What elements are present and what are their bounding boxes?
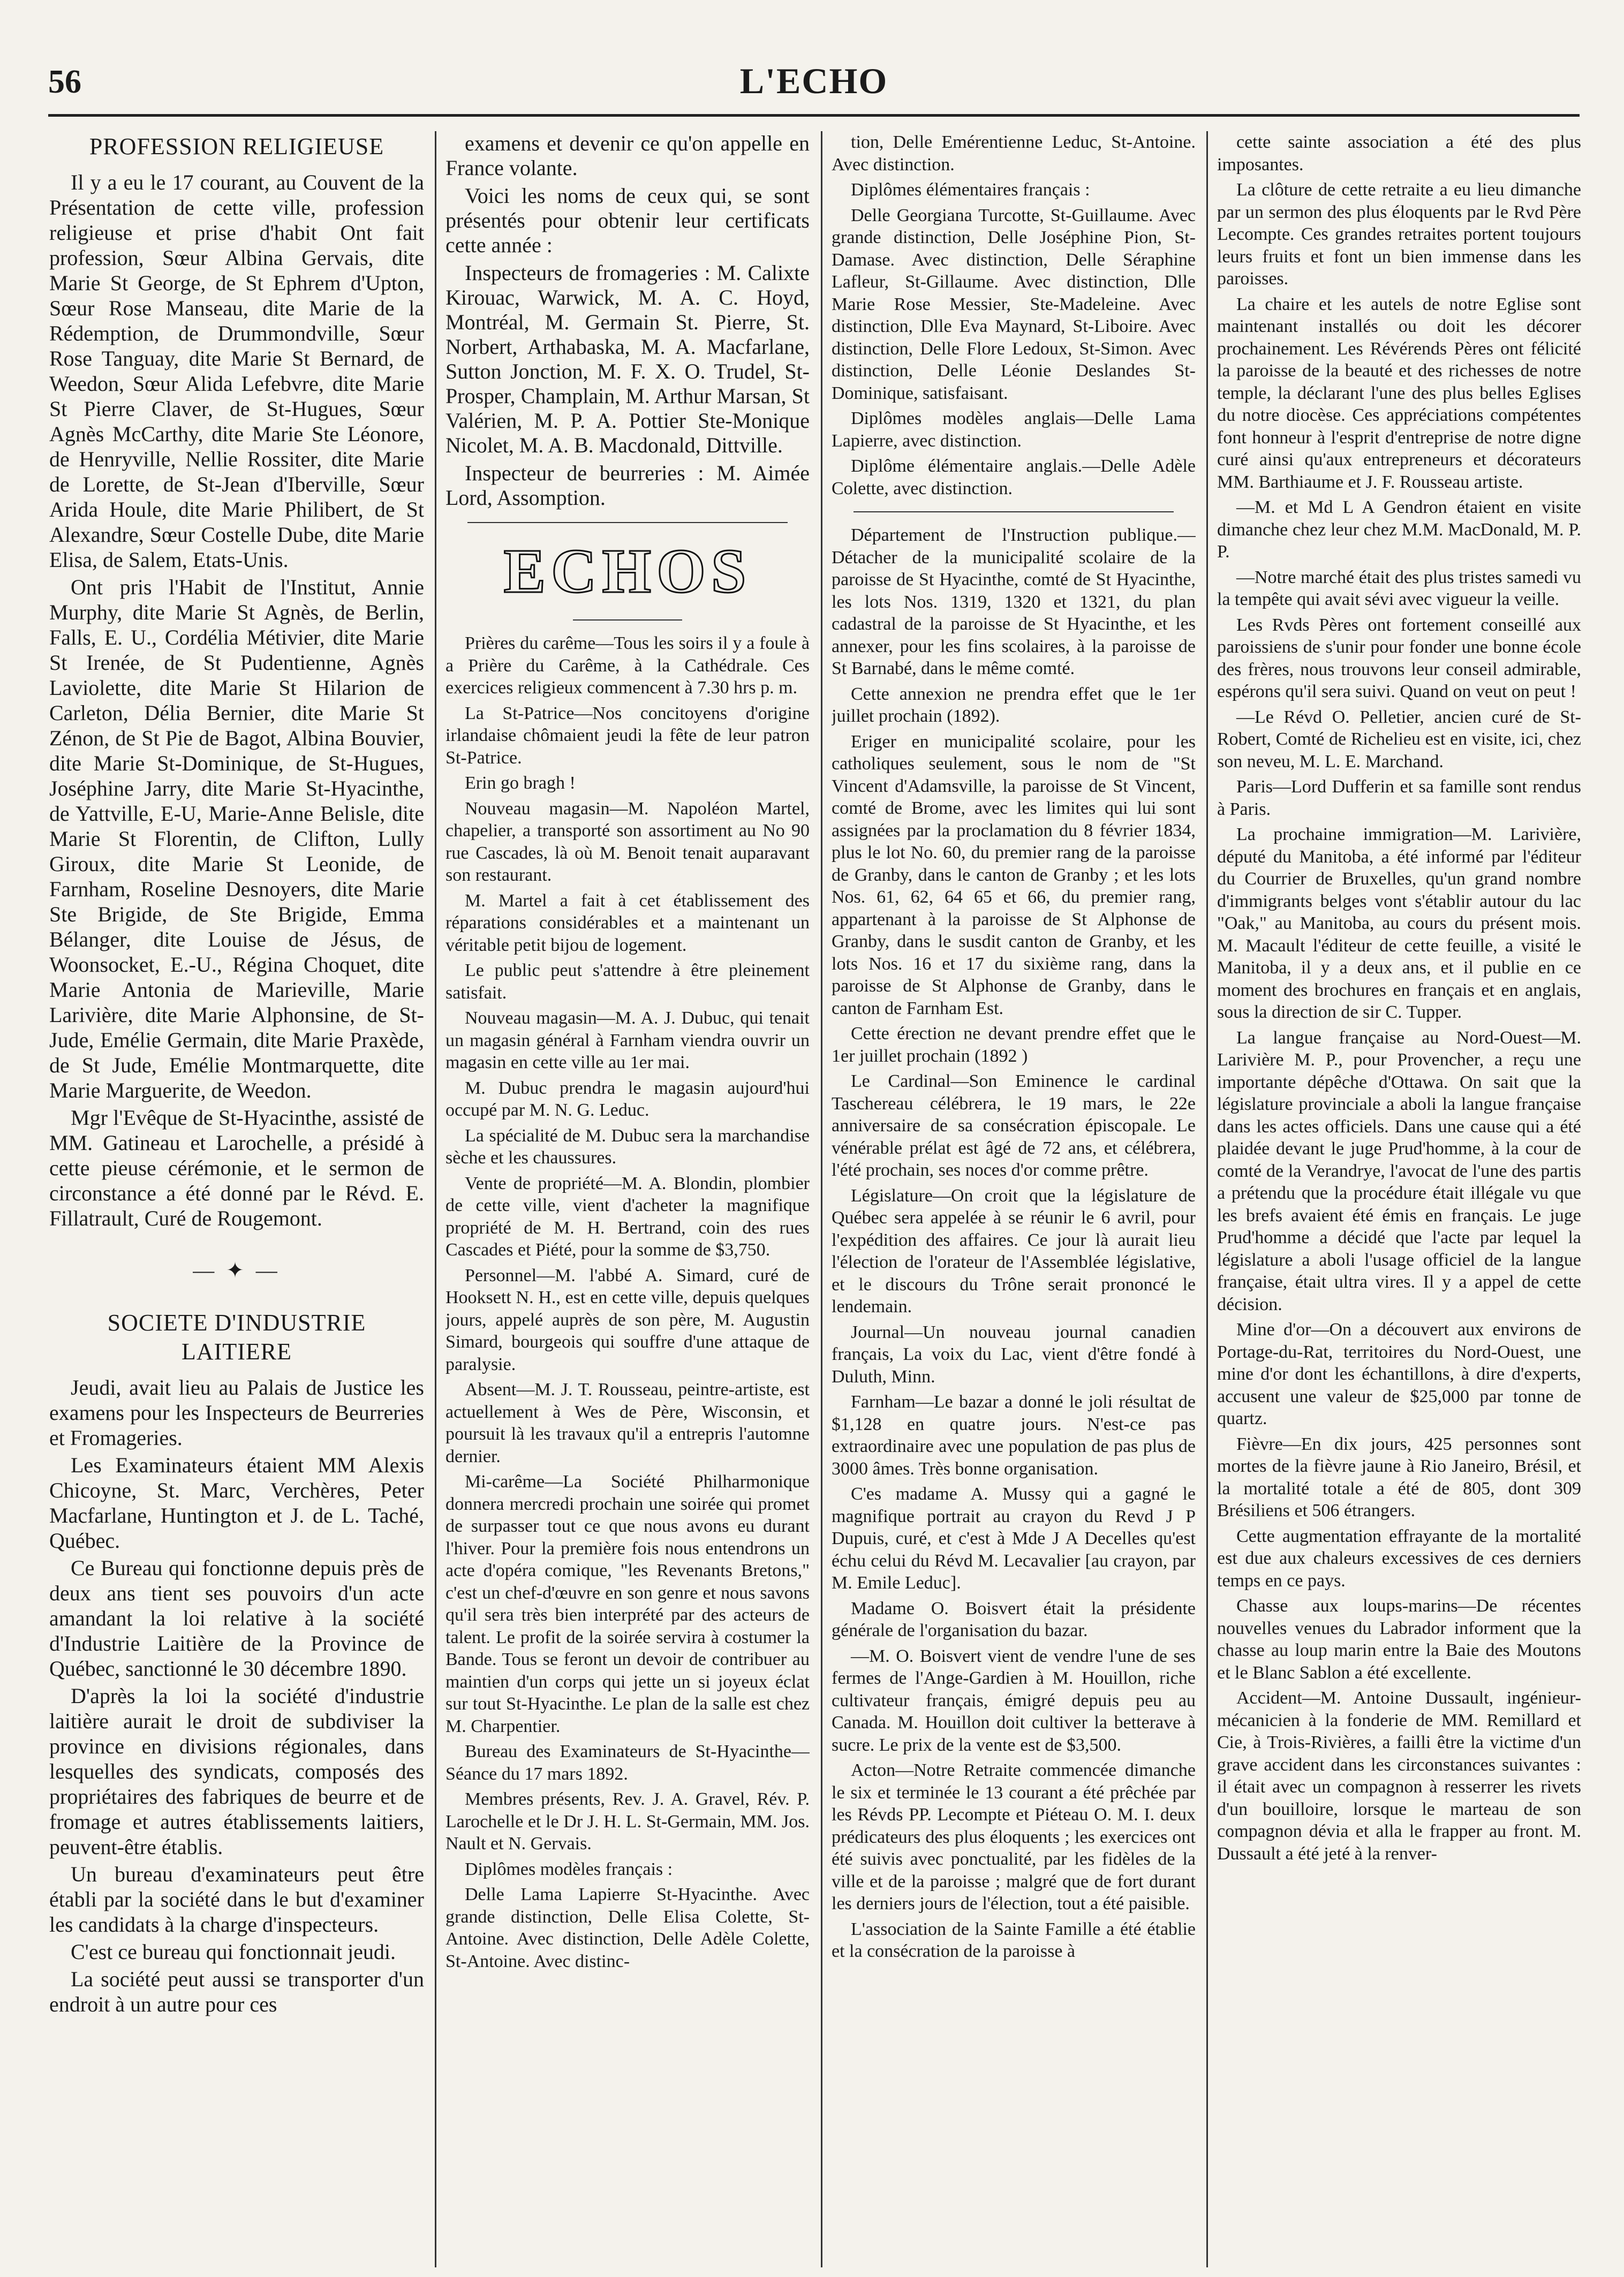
news-item: —Le Révd O. Pelletier, ancien curé de St-Robert, Comté de Richelieu est en visite, ici, chez son neveu, M. L. E. Marchand.: [1217, 707, 1581, 771]
news-item: tion, Delle Emérentienne Leduc, St-Antoine. Avec distinction.: [832, 132, 1196, 175]
section-divider: [467, 522, 788, 523]
news-item: Département de l'Instruction publique.—Détacher de la municipalité scolaire de la paroisse de St Hyacinthe, comté de St Hyacinthe, les lots Nos. 1319, 1320 et 1321, du plan cadastral de la paroisse de St Hyacinthe, et les annexer, pour les fins scolaires, à la paroisse de St Barnabé, dans le même comté.: [832, 525, 1196, 678]
news-item: Diplôme élémentaire anglais.—Delle Adèle Colette, avec distinction.: [832, 456, 1196, 498]
section-divider: [573, 619, 682, 621]
article-paragraph: D'après la loi la société d'industrie laitière aurait le droit de subdiviser la province en divisions régionales, dans lesquelles des syndicats, composés des propriétaires des fabriques de beurre et de fromage et autres établissements laitiers, peuvent-être établis.: [49, 1684, 424, 1859]
news-item: Fièvre—En dix jours, 425 personnes sont mortes de la fièvre jaune à Rio Janeiro, Brésil, et la mortalité totale a été de 805, dont 309 Brésiliens et 506 étrangers.: [1217, 1434, 1581, 1520]
article-paragraph: Il y a eu le 17 courant, au Couvent de la Présentation de cette ville, profession religieuse et prise d'habit Ont fait profession, Sœur Albina Gervais, dite Marie St George, de St Ephrem d'Upton, Sœur Rose Manseau, dite Marie de la Rédemption, de Drummondville, Sœur Rose Tanguay, dite Marie St Bernard, de Weedon, Sœur Alida Lefebvre, dite Marie St Pierre Claver, de St-Hugues, Sœur Agnès McCarthy, dite Marie Ste Léonore, de Henryville, Nellie Rossiter, dite Marie de Lorette, de St-Jean d'Iberville, Sœur Arida Houle, dite Marie Philibert, de St Alexandre, Sœur Costelle Dube, dite Marie Elisa, de Salem, Etats-Unis.: [49, 170, 424, 572]
news-item: Bureau des Examinateurs de St-Hyacinthe—Séance du 17 mars 1892.: [445, 1742, 810, 1784]
article-paragraph: C'est ce bureau qui fonctionnait jeudi.: [71, 1940, 396, 1964]
article-paragraph: Un bureau d'examinateurs peut être établi par la société dans le but d'examiner les candidats à la charge d'inspecteurs.: [49, 1862, 424, 1936]
news-item: Le public peut s'attendre à être pleinement satisfait.: [445, 960, 810, 1003]
news-item: La chaire et les autels de notre Eglise sont maintenant installés ou doit les décorer prochainement. Les Révérends Pères ont félicité la paroisse de la beauté et des richesses de notre temple, la déclarant l'une des plus belles Eglises du notre diocèse. Ces appréciations compétentes font honneur à l'esprit d'entreprise de notre digne curé ainsi qu'aux entrepreneurs et décorateurs MM. Barthiaume et J. F. Rousseau artiste.: [1217, 294, 1581, 492]
news-item: Nouveau magasin—M. Napoléon Martel, chapelier, a transporté son assortiment au No 90 rue Cascades, là où M. Benoit tenait auparavant son restaurant.: [445, 798, 810, 885]
echos-heading: ECHOS: [503, 536, 752, 606]
news-item: La spécialité de M. Dubuc sera la marchandise sèche et les chaussures.: [445, 1125, 810, 1168]
article-paragraph: Ont pris l'Habit de l'Institut, Annie Murphy, dite Marie St Agnès, de Berlin, Falls, E. U., Cordélia Métivier, dite Marie St Irenée, de St Pudentienne, Agnès Laviolette, dite Marie St Hilarion de Carleton, Délia Bernier, dite Marie St Zénon, de St Pie de Bagot, Albina Bouvier, dite Marie St-Dominique, de St-Hugues, Joséphine Jarry, dite Marie St-Hyacinthe, de Yattville, E-U, Marie-Anne Belisle, dite Marie St Florentin, de Clifton, Lully Giroux, dite Marie St Leonide, de Farnham, Roseline Desnoyers, dite Marie Ste Brigide, de Ste Brigide, Emma Bélanger, dite Louise de Jésus, de Woonsocket, E.-U., Régina Choquet, dite Marie Antonia de Marieville, Marie Larivière, dite Marie Alphonsine, de St-Jude, Emélie Germain, dite Marie Praxède, de St Jude, Emélie Montmarquette, dite Marie Marguerite, de Weedon.: [49, 575, 424, 1102]
news-item: Absent—M. J. T. Rousseau, peintre-artiste, est actuellement à Wes de Père, Wisconsin, et poursuit là les travaux qu'il a entrepris l'automne dernier.: [445, 1380, 810, 1466]
masthead-title: L'ECHO: [739, 60, 888, 101]
article-paragraph: Ce Bureau qui fonctionne depuis près de deux ans tient ses pouvoirs d'un acte amandant la loi relative à la société d'Industrie Laitière de la Province de Québec, sanctionné le 30 décembre 1890.: [49, 1556, 424, 1681]
section-title-societe: SOCIETE D'INDUSTRIE: [107, 1310, 366, 1336]
news-item: Acton—Notre Retraite commencée dimanche le six et terminée le 13 courant a été prêchée par les Révds PP. Lecompte et Piéteau O. M. I. deux prédicateurs des plus éloquents ; les exercices ont été suivis avec ponctualité, par les fidèles de la ville et de la paroisse ; malgré que de fort durant les derniers jours de l'élection, tout a été paisible.: [832, 1760, 1196, 1913]
news-item: Journal—Un nouveau journal canadien français, La voix du Lac, vient d'être fondé à Duluth, Minn.: [832, 1322, 1196, 1387]
news-item: L'association de la Sainte Famille a été établie et la consécration de la paroisse à: [832, 1919, 1196, 1961]
section-title-profession: PROFESSION RELIGIEUSE: [89, 133, 384, 160]
news-item: Personnel—M. l'abbé A. Simard, curé de Hooksett N. H., est en cette ville, depuis quelques jours, appelé auprès de son père, M. Augustin Simard, bourgeois qui souffre d'une attaque de paralysie.: [445, 1265, 810, 1374]
news-item: Diplômes élémentaires français :: [851, 180, 1090, 200]
news-item: Erin go bragh !: [465, 773, 576, 793]
article-paragraph: Inspecteur de beurreries : M. Aimée Lord, Assomption.: [445, 461, 810, 510]
news-item: M. Dubuc prendra le magasin aujourd'hui occupé par M. N. G. Leduc.: [445, 1078, 810, 1120]
news-item: Delle Lama Lapierre St-Hyacinthe. Avec grande distinction, Delle Elisa Colette, St-Antoine. Avec distinction, Delle Adèle Colette, St-Antoine. Avec distinc-: [445, 1885, 810, 1971]
header-rule: [48, 114, 1580, 117]
article-paragraph: Inspecteurs de fromageries : M. Calixte Kirouac, Warwick, M. A. C. Hoyd, Montréal, M. Germain St. Pierre, St. Norbert, Arthabaska, M. A. Macfarlane, Sutton Jonction, M. F. X. O. Trudel, St-Prosper, Champlain, M. Arthur Marsan, St Valérien, M. P. A. Pottier Ste-Monique Nicolet, M. A. B. Macdonald, Dittville.: [445, 261, 810, 457]
news-item: Diplômes modèles français :: [465, 1859, 673, 1879]
news-item: Paris—Lord Dufferin et sa famille sont rendus à Paris.: [1217, 777, 1581, 819]
column-separator: [435, 131, 436, 2267]
news-item: Madame O. Boisvert était la présidente générale de l'organisation du bazar.: [832, 1598, 1196, 1640]
column-separator: [1206, 131, 1208, 2267]
news-item: Vente de propriété—M. A. Blondin, plombier de cette ville, vient d'acheter la magnifique propriété de M. H. Bertrand, coin des rues Cascades et Piété, pour la somme de $3,750.: [445, 1173, 810, 1260]
news-item: Nouveau magasin—M. A. J. Dubuc, qui tenait un magasin général à Farnham viendra ouvrir un magasin en cette ville au 1er mai.: [445, 1008, 810, 1072]
news-item: cette sainte association a été des plus imposantes.: [1217, 132, 1581, 175]
article-paragraph: Mgr l'Evêque de St-Hyacinthe, assisté de MM. Gatineau et Larochelle, a présidé à cette pieuse cérémonie, et le sermon de circonstance a été donné par le Révd. E. Fillatrault, Curé de Rougemont.: [49, 1106, 424, 1230]
news-item: Chasse aux loups-marins—De récentes nouvelles venues du Labrador informent que la chasse au loup marin entre la Baie des Moutons et le Blanc Sablon a été excellente.: [1217, 1596, 1581, 1683]
column-4: [1217, 131, 1581, 2267]
article-paragraph: Les Examinateurs étaient MM Alexis Chicoyne, St. Marc, Verchères, Peter Macfarlane, Huntington et J. de L. Taché, Québec.: [49, 1453, 424, 1553]
news-item: C'es madame A. Mussy qui a gagné le magnifique portrait au crayon du Revd J P Dupuis, curé, et c'est à Mde J A Decelles qu'est échu celui du Révd M. Lecavalier [au crayon, par M. Emile Leduc].: [832, 1484, 1196, 1593]
column-2: [445, 131, 810, 2267]
column-3: [832, 131, 1196, 2267]
news-item: Les Rvds Pères ont fortement conseillé aux paroissiens de s'unir pour fonder une bonne école des frères, nous trouvons leur conseil admirable, espérons qu'il sera suivi. Quand on veut on peut !: [1217, 615, 1581, 701]
news-item: Eriger en municipalité scolaire, pour les catholiques seulement, sous le nom de "St Vincent d'Adamsville, la paroisse de St Vincent, comté de Brome, avec les limites qui lui sont assignées par la proclamation du 8 février 1834, plus le lot No. 60, du premier rang de la paroisse de Granby, dans le canton de Granby ; et les lots Nos. 61, 62, 64 65 et 66, du premier rang, appartenant à la paroisse de St Alphonse de Granby, dans le susdit canton de Granby, et les lots Nos. 16 et 17 du sixième rang, dans la paroisse de St Alphonse de Granby, dans le canton de Farnham Est.: [832, 731, 1196, 1018]
article-paragraph: La société peut aussi se transporter d'un endroit à un autre pour ces: [49, 1967, 424, 2016]
column-separator: [821, 131, 822, 2267]
page-number: 56: [48, 64, 81, 100]
news-item: —Notre marché était des plus tristes samedi vu la tempête qui avait sévi avec vigueur la veille.: [1217, 567, 1581, 609]
news-item: Prières du carême—Tous les soirs il y a foule à a Prière du Carême, à la Cathédrale. Ces exercices religieux commencent à 7.30 hrs p. m.: [445, 633, 810, 698]
article-paragraph: Voici les noms de ceux qui, se sont présentés pour obtenir leur certificats cette année :: [445, 184, 810, 257]
news-item: Diplômes modèles anglais—Delle Lama Lapierre, avec distinction.: [832, 409, 1196, 451]
article-paragraph: Jeudi, avait lieu au Palais de Justice les examens pour les Inspecteurs de Beurreries et Fromageries.: [49, 1375, 424, 1450]
column-1: [49, 131, 424, 2267]
news-item: Législature—On croit que la législature de Québec sera appelée à se réunir le 6 avril, pour l'expédition des affaires. Ce jour là aurait lieu l'élection de l'orateur de l'Assemblée législative, et le discours du Trône serait prononcé le lendemain.: [832, 1185, 1196, 1317]
page-header: [48, 54, 1580, 112]
ornament-divider: — ✦ —: [193, 1258, 281, 1282]
news-item: Delle Georgiana Turcotte, St-Guillaume. Avec grande distinction, Delle Joséphine Pion, St-Damase. Avec distinction, Delle Séraphine Lafleur, St-Gillaume. Avec distinction, Dlle Marie Rose Messier, Ste-Madeleine. Avec distinction, Dlle Eva Maynard, St-Liboire. Avec distinction, Delle Flore Ledoux, St-Simon. Avec distinction, Delle Léonie Deslandes St-Dominique, satisfaisant.: [832, 205, 1196, 403]
news-item: —M. et Md L A Gendron étaient en visite dimanche chez leur chez M.M. MacDonald, M. P. P.: [1217, 497, 1581, 562]
news-item: Cette augmentation effrayante de la mortalité est due aux chaleurs excessives de ces derniers temps en ce pays.: [1217, 1526, 1581, 1591]
news-item: La prochaine immigration—M. Larivière, député du Manitoba, a été informé par l'éditeur du Courrier de Bruxelles, qu'un grand nombre d'immigrants belges vont s'établir autour du lac "Oak," au Manitoba, au cours du présent mois. M. Macault l'éditeur de cette feuille, a visité le Manitoba, il y a deux ans, et il publie en ce moment des brochures en français et en anglais, sous la direction de sir C. Tupper.: [1217, 824, 1581, 1022]
news-item: —M. O. Boisvert vient de vendre l'une de ses fermes de l'Ange-Gardien à M. Houillon, riche cultivateur français, émigré depuis peu au Canada. M. Houillon doit cultiver la betterave à sucre. Le prix de la vente est de $3,500.: [832, 1646, 1196, 1755]
article-paragraph: examens et devenir ce qu'on appelle en France volante.: [445, 131, 810, 180]
news-item: Cette érection ne devant prendre effet que le 1er juillet prochain (1892 ): [832, 1024, 1196, 1066]
news-item: Farnham—Le bazar a donné le joli résultat de $1,128 en quatre jours. N'est-ce pas extraordinaire avec une population de pas plus de 3000 âmes. Très bonne organisation.: [832, 1392, 1196, 1479]
news-item: Accident—M. Antoine Dussault, ingénieur-mécanicien à la fonderie de MM. Remillard et Cie, à Trois-Rivières, a failli être la victime d'un grave accident dans les circonstances suivantes : il était avec un compagnon à resserrer les rivets d'un bouilloire, lorsque le marteau de son compagnon dévia et alla le frapper au front. M. Dussault a été jeté à la renver-: [1217, 1688, 1581, 1864]
news-item: Cette annexion ne prendra effet que le 1er juillet prochain (1892).: [832, 684, 1196, 726]
news-item: La clôture de cette retraite a eu lieu dimanche par un sermon des plus éloquents par le Rvd Père Lecompte. Ces grandes retraites portent toujours leurs fruits et font un bien immense dans les paroisses.: [1217, 180, 1581, 289]
news-item: Membres présents, Rev. J. A. Gravel, Rév. P. Larochelle et le Dr J. H. L. St-Germain, MM. Jos. Nault et N. Gervais.: [445, 1789, 810, 1854]
news-item: La St-Patrice—Nos concitoyens d'origine irlandaise chômaient jeudi la fête de leur patron St-Patrice.: [445, 703, 810, 768]
news-item: M. Martel a fait à cet établissement des réparations considérables et a maintenant un véritable petit bijou de logement.: [445, 890, 810, 955]
section-title-societe-line2: LAITIERE: [182, 1338, 292, 1365]
news-item: Mine d'or—On a découvert aux environs de Portage-du-Rat, territoires du Nord-Ouest, une mine d'or dont les échantillons, à dire d'experts, accusent une valeur de $25,000 par tonne de quartz.: [1217, 1320, 1581, 1428]
section-divider: [853, 511, 1174, 512]
news-item: La langue française au Nord-Ouest—M. Larivière M. P., pour Provencher, a reçu une importante dépêche d'Ottawa. On sait que la législature provinciale a aboli la langue française dans les actes officiels. Dans une cause qui a été plaidée devant le juge Prud'homme, à la cour de comté de la Verandrye, l'avocat de l'une des partis a prétendu que la procédure était illégale vu que les brefs avaient été émis en français. Le juge Prud'homme a décidé que l'acte par lequel la législature a aboli l'usage officiel de la langue française, était ultra vires. Il y a appel de cette décision.: [1217, 1027, 1581, 1314]
news-item: Le Cardinal—Son Eminence le cardinal Taschereau célébrera, le 19 mars, le 22e anniversaire de sa consécration épiscopale. Le vénérable prélat est âgé de 72 ans, et célébrera, l'été prochain, ses noces d'or comme prêtre.: [832, 1071, 1196, 1180]
news-item: Mi-carême—La Société Philharmonique donnera mercredi prochain une soirée qui promet de surpasser tout ce que nous avons eu durant l'hiver. Pour la première fois nous entendrons un acte d'opéra comique, "les Revenants Bretons," c'est un chef-d'œuvre en son genre et nous savons qu'il sera très bien interprété par des acteurs de talent. Le profit de la soirée servira à costumer la Bande. Tous se feront un devoir de contribuer au maintien d'un corps qui jette un si joyeux éclat sur tout St-Hyacinthe. Le plan de la salle est chez M. Charpentier.: [445, 1472, 810, 1736]
